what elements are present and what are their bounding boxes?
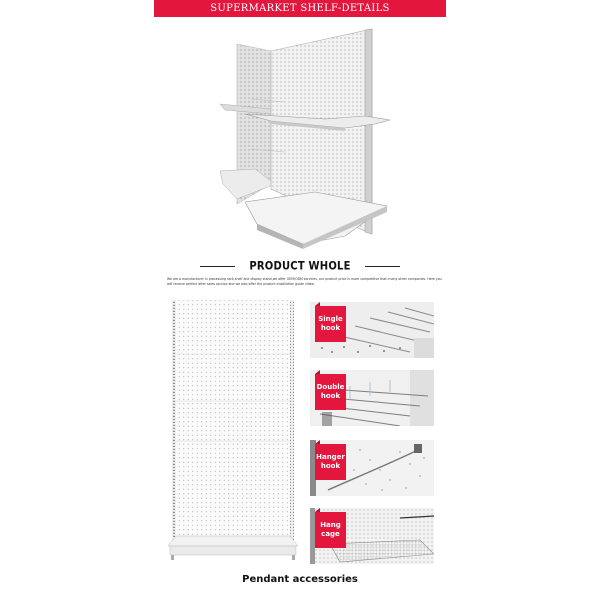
gondola-shelf-image (215, 24, 390, 249)
section-title: PRODUCT WHOLE (249, 260, 351, 273)
tag-line1: Single (318, 315, 343, 323)
tag-line1: Hang (320, 521, 341, 529)
divider-left (200, 266, 235, 267)
double-hook-tag (315, 374, 346, 410)
tag-line1: Double (316, 383, 345, 391)
tag-line2: cage (321, 530, 340, 538)
single-hook-tag (315, 306, 346, 342)
page-banner: SUPERMARKET SHELF-DETAILS (154, 0, 446, 17)
tag-line2: hook (320, 462, 341, 470)
tag-line2: hook (320, 324, 341, 332)
accessory-single-hook (310, 302, 434, 358)
shelf-unit-image (168, 298, 298, 560)
tag-line2: hook (320, 392, 341, 400)
intro-text: We are a manufacturer in processing rack,shelf and display stand,we offer OEM/ODM services, our product price is more competitive than many other companies. Here you will receive perfect after sales service and we also offer the product installation guide video. (167, 277, 442, 286)
hang-cage-tag (315, 512, 346, 548)
section-header (0, 261, 600, 272)
tag-line1: Hanger (316, 453, 345, 461)
divider-right (365, 266, 400, 267)
accessory-hang-cage (310, 508, 434, 564)
accessory-double-hook (310, 370, 434, 426)
accessories-caption: Pendant accessories (242, 574, 358, 585)
hanger-hook-tag (315, 444, 346, 480)
accessory-hanger-hook (310, 440, 434, 496)
